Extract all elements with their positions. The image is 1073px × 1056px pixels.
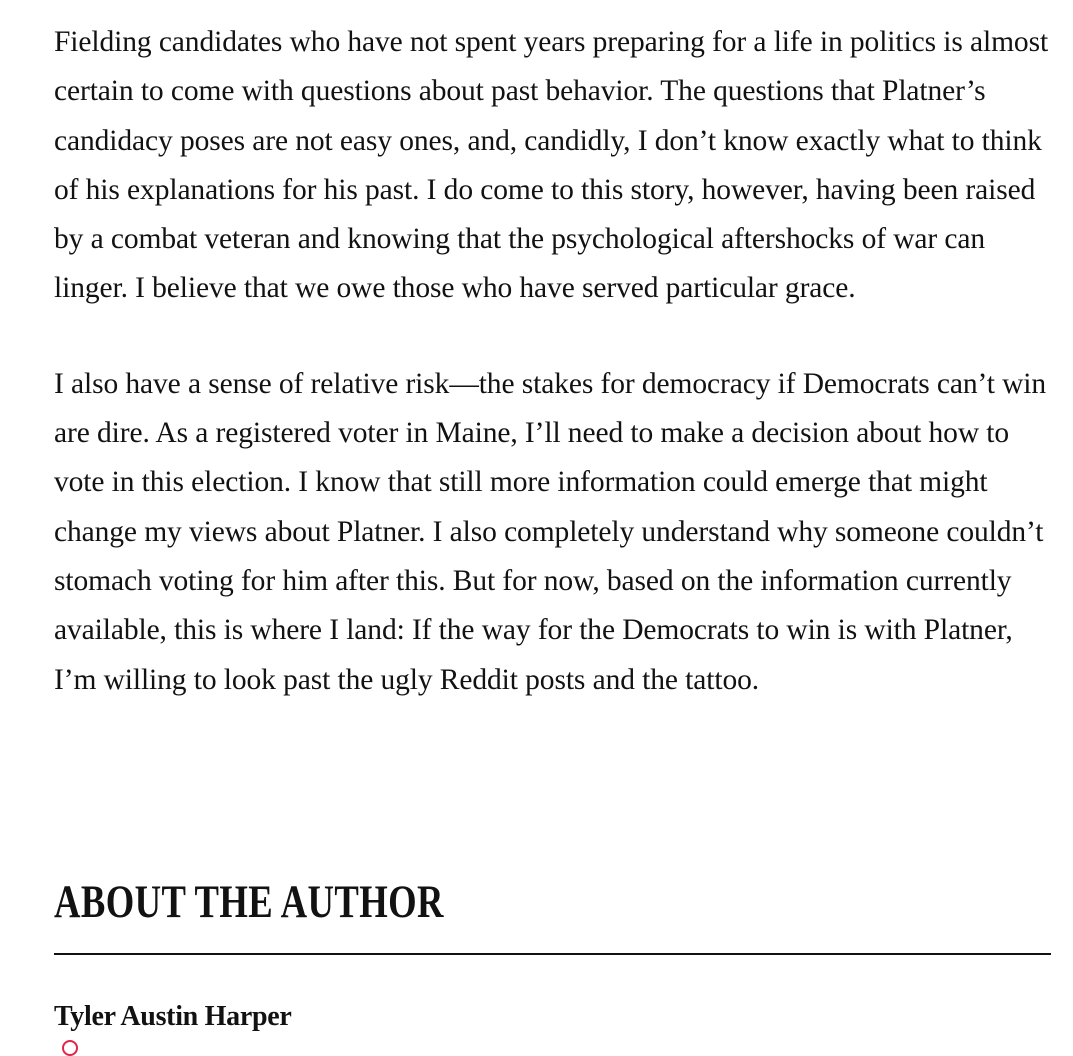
article-paragraph: I also have a sense of relative risk—the stakes for democracy if Democrats can’t win are dire. As a registered voter in Maine, I’ll need to make a decision about how to vote in this election. I know that still more information could emerge that might change my views about Platner. I also completely understand why someone couldn’t stomach voting for him after this. But for now, based on the information currently available, this is where I land: If the way for the Democrats to win is with Platner, I’m willing to look past the ugly Reddit posts and the tattoo. bbox=[54, 367, 1047, 696]
author-name-link[interactable]: Tyler Austin Harper bbox=[54, 1001, 292, 1032]
article-paragraph: Fielding candidates who have not spent years preparing for a life in politics is almost certain to come with questions about past behavior. The questions that Platner’s candidacy poses are not easy ones, and, candidly, I don’t know exactly what to think of his explanations for his past. I do come to this story, however, having been raised by a combat veteran and knowing that the psychological aftershocks of war can linger. I believe that we owe those who have served particular grace. bbox=[54, 26, 1049, 305]
article-body bbox=[54, 18, 1054, 705]
author-avatar-icon bbox=[62, 1040, 78, 1056]
about-the-author-section bbox=[54, 872, 1051, 932]
section-divider bbox=[54, 953, 1051, 955]
about-the-author-heading: ABOUT THE AUTHOR bbox=[54, 876, 444, 928]
